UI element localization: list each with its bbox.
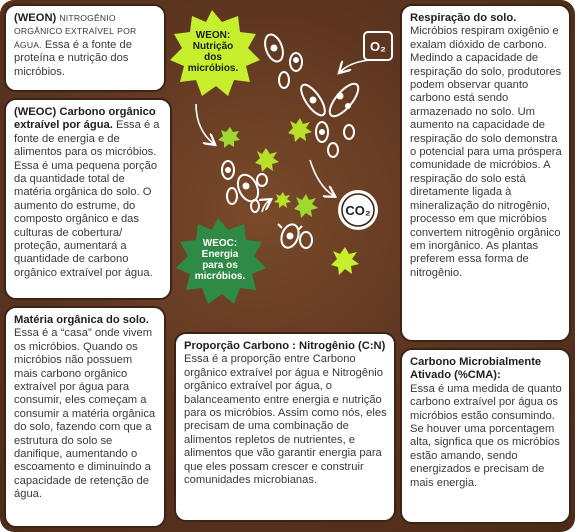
small-burst-icon (288, 118, 312, 142)
arrow-icon (262, 200, 270, 212)
small-burst-icon (255, 148, 279, 172)
small-burst-icon (218, 127, 240, 148)
arrow-icon (340, 60, 370, 72)
weoc-body: Essa é a fonte de energia e de alimentos para os micróbios. Essa é uma pequena porção da quantidade total de matéria orgânica do solo. O aumento do estrume, do composto orgânico e das culturas de cobertura/ proteção, aumentará a quantidade de carbono orgânico extraível por água. (14, 119, 160, 279)
weon-body: Essa é a fonte de proteína e nutrição dos micróbios. (14, 38, 132, 78)
respiracao-title: Respiração do solo. (410, 12, 517, 24)
weoc-card (4, 98, 172, 300)
weoc-title: (WEOC) Carbono orgânico extraível por água. (14, 106, 156, 132)
respiracao-body: Micróbios respiram oxigênio e exalam dióxido de carbono. Medindo a capacidade de respiração do solo, produtores podem observar quanto carbono está sendo armazenado no solo. Um aumento na capacidade de respiração do solo demonstra o potencial para uma próspera comunidade de micróbios. A respiração do solo está diretamente ligada à mineralização do nitrogênio, processo em que micróbios convertem nitrogênio orgânico em inorgânico. As plantas preferem essa forma de nitrogênio. (410, 25, 562, 279)
microbe-cluster-top (262, 32, 363, 157)
arrow-icon (310, 160, 334, 196)
weoc-burst-label: WEOC: Energia para os micróbios. (194, 238, 246, 282)
materia-title: Matéria orgânica do solo. (14, 314, 149, 326)
small-burst-icon (294, 194, 318, 218)
weon-title: NITROGÊNIO ORGÂNICO EXTRAÍVEL (14, 13, 116, 37)
materia-body: Essa é a “casa” onde vivem os micróbios. Quando os micróbios não possuem mais carbono orgânico extraível por água para consumir, eles começam a consumir a matéria orgânica do solo, fazendo com que a estrutura do solo se danifique, aumentando o escoamento e diminuindo a capacidade de retenção de água. (14, 327, 156, 501)
small-burst-icon (331, 247, 359, 275)
weon-burst-label: WEON: Nutrição dos micróbios. (187, 30, 239, 74)
svg-text:O₂: O₂ (370, 39, 386, 54)
small-burst-icon (274, 192, 291, 208)
cma-card (400, 348, 571, 524)
o2-icon (364, 32, 392, 60)
microbe-cluster-bottom (278, 222, 312, 250)
materia-organica-card (4, 306, 166, 528)
proporcao-card (174, 332, 396, 522)
respiracao-card (400, 4, 571, 342)
weon-card (4, 4, 166, 92)
microbe-cluster-middle (222, 161, 267, 212)
co2-icon (338, 190, 378, 230)
proporcao-body: Essa é a proporção entre Carbono orgânico extraível por água e Nitrogênio orgânico extraível por água, o balanceamento entre energia e nutrição para os micróbios. Assim como nós, eles precisam de uma combinação de alimentos repletos de nutrientes, e alimentos que vão garantir energia para que eles possam crescer e construir comunidades microbianas. (184, 353, 387, 487)
svg-text:CO₂: CO₂ (345, 203, 371, 218)
weon-title-suffix: POR ÁGUA. (14, 26, 137, 50)
proporcao-title: Proporção Carbono : Nitrogênio (C:N) (184, 340, 386, 352)
arrow-icon (196, 104, 214, 144)
cma-title: Carbono Microbialmente Ativado (%CMA): (410, 356, 542, 382)
cma-body: Essa é uma medida de quanto carbono extraível por água os micróbios estão consumindo. Se houver uma porcentagem alta, signfica que os micróbios estão amando, sendo energizados e precisam de mais energia. (410, 382, 562, 489)
weon-abbr: (WEON) (14, 12, 57, 24)
